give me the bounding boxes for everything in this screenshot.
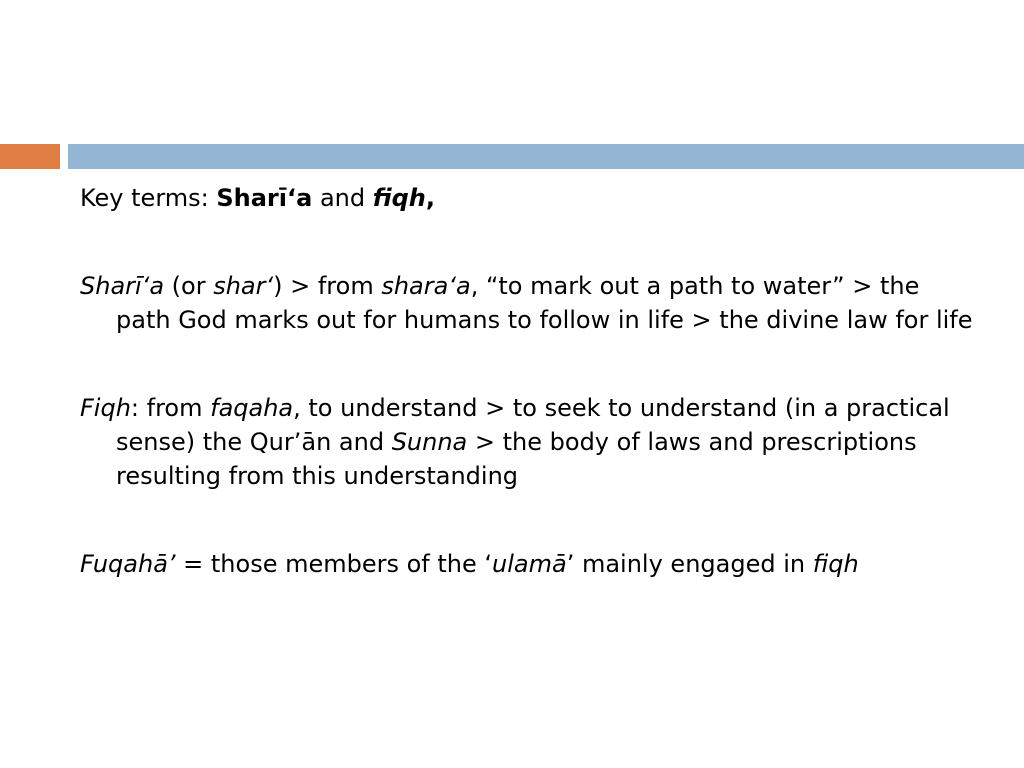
term-sunna: Sunna xyxy=(391,428,468,456)
term-shar: shar‘ xyxy=(213,272,274,300)
text-run: , “to mark out a path to water” > the path God marks out for humans to follow in life > the divine law for life xyxy=(116,272,973,334)
slide-body xyxy=(80,181,980,581)
term-fiqh: fiqh xyxy=(372,184,426,212)
paragraph-sharia-definition xyxy=(80,269,980,337)
term-fiqh: fiqh xyxy=(812,550,859,578)
text-run: , xyxy=(425,184,436,212)
term-ulama: ulamā xyxy=(492,550,567,578)
term-fiqh: Fiqh xyxy=(80,394,131,422)
header-bar xyxy=(68,144,1024,169)
text-run: Key terms: xyxy=(80,184,217,212)
text-run: : from xyxy=(130,394,211,422)
term-fuqaha: Fuqahā’ xyxy=(80,550,176,578)
term-sharia: Sharī‘a xyxy=(216,184,313,212)
term-faqaha: faqaha xyxy=(210,394,294,422)
paragraph-key-terms xyxy=(80,181,980,215)
text-run: , to understand > to seek to understand (in a practical sense) the Qur’ān and xyxy=(116,394,950,456)
text-run: (or xyxy=(164,272,214,300)
text-run: = those members of the ‘ xyxy=(175,550,493,578)
text-run: > the body of laws and prescriptions resulting from this understanding xyxy=(116,428,917,490)
text-run: ) > from xyxy=(273,272,382,300)
term-sharaa: shara‘a xyxy=(381,272,471,300)
text-run: ’ mainly engaged in xyxy=(566,550,813,578)
paragraph-fiqh-definition xyxy=(80,391,980,493)
paragraph-fuqaha-definition xyxy=(80,547,980,581)
text-run: and xyxy=(312,184,373,212)
accent-bar xyxy=(0,144,60,169)
term-sharia: Sharī‘a xyxy=(80,272,165,300)
